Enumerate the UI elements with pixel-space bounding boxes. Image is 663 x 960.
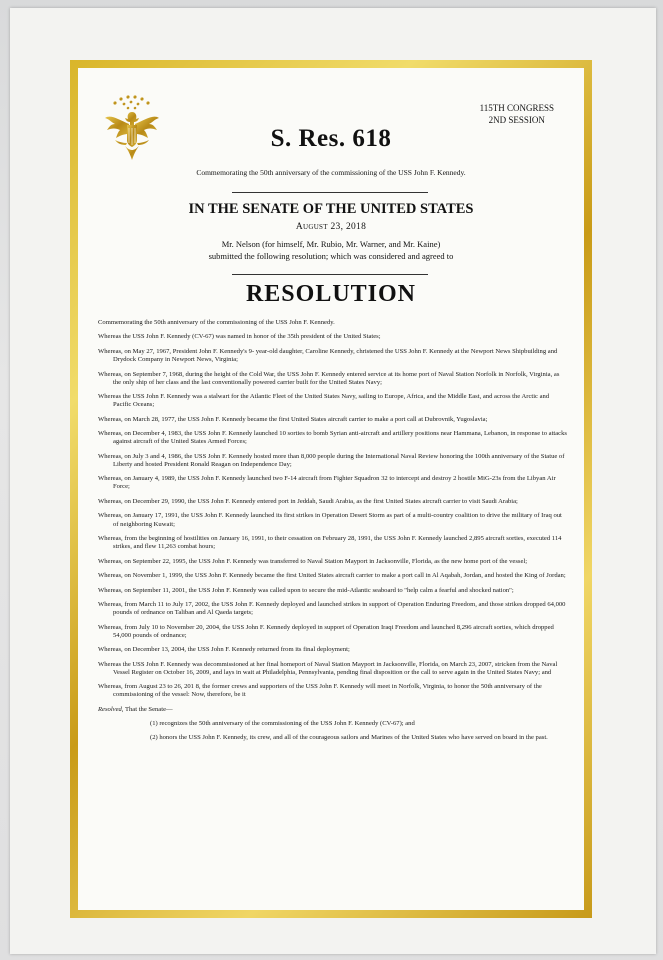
- whereas-clause: Whereas, from March 11 to July 17, 2002, the USS John F. Kennedy deployed and launched strikes in support of Operation Enduring Freedom, and those strikes dropped 64,000 pounds of ordnance on Taliban and Al Qaeda targets;: [98, 601, 566, 617]
- whereas-clause: Whereas, on January 4, 1989, the USS John F. Kennedy launched two F-14 aircraft from Fighter Squadron 32 to intercept and destroy 2 hostile MiG-23s from the Libyan Air Force;: [98, 475, 556, 491]
- session-number: 2ND SESSION: [488, 115, 545, 125]
- chamber-heading: IN THE SENATE OF THE UNITED STATES: [188, 201, 474, 217]
- resolved-item: (1) recognizes the 50th anniversary of the commissioning of the USS John F. Kennedy (CV-67); and: [150, 719, 415, 727]
- whereas-clause: Whereas the USS John F. Kennedy (CV-67) was named in honor of the 35th president of the United States;: [98, 333, 381, 341]
- resolved-item: (2) honors the USS John F. Kennedy, its crew, and all of the courageous sailors and Marines of the United States who have served on board in the past.: [150, 734, 548, 742]
- whereas-clause: Whereas, from August 23 to 26, 201 8, the former crews and supporters of the USS John F. Kennedy will meet in Norfolk, Virginia, to honor the 50th anniversary of the commissioning of the vessel: Now, therefore, be it: [98, 683, 542, 699]
- whereas-clause: Whereas, on September 11, 2001, the USS John F. Kennedy was called upon to secure the mid-Atlantic seaboard to "help calm a fearful and shocked nation";: [98, 586, 514, 594]
- document-page: [78, 68, 584, 910]
- whereas-clause: Whereas, on December 4, 1983, the USS John F. Kennedy launched 10 sorties to bomb Syrian anti-aircraft and artillery positions near Hammana, Lebanon, in response to attacks against aircraft of the United States Armed Forces;: [98, 430, 567, 446]
- sponsors-line: submitted the following resolution; which was considered and agreed to: [208, 251, 454, 261]
- resolved-text: That the Senate—: [123, 705, 173, 713]
- purpose-line: Commemorating the 50th anniversary of the commissioning of the USS John F. Kennedy.: [98, 319, 335, 326]
- sponsors-statement: [78, 238, 584, 262]
- whereas-clause: Whereas, on December 29, 1990, the USS John F. Kennedy entered port in Jeddah, Saudi Arabia, as the first United States aircraft carrier to visit Saudi Arabia;: [98, 497, 518, 505]
- whereas-clause: Whereas, on September 22, 1995, the USS John F. Kennedy was transferred to Naval Station Mayport in Jacksonville, Florida, as the new home port of the vessel;: [98, 557, 528, 565]
- bill-subtitle: Commemorating the 50th anniversary of the commissioning of the USS John F. Kennedy.: [196, 168, 466, 177]
- congress-number: 115TH CONGRESS: [479, 103, 554, 113]
- whereas-clause: Whereas, on January 17, 1991, the USS John F. Kennedy launched its first strikes in Operation Desert Storm as part of a multi-country coalition to drive the military of Iraq out of neighboring Kuwait;: [98, 512, 562, 528]
- divider: [232, 192, 428, 193]
- resolution-heading: RESOLUTION: [245, 281, 417, 307]
- whereas-clause: Whereas, on December 13, 2004, the USS John F. Kennedy returned from its final deployment;: [98, 646, 350, 654]
- resolution-body: [98, 319, 568, 749]
- whereas-clause: Whereas, on July 3 and 4, 1986, the USS John F. Kennedy hosted more than 8,000 people during the International Naval Review honoring the 100th anniversary of the Statue of Liberty and hosted President Ronald Reagan on Independence Day;: [98, 452, 565, 468]
- whereas-clause: Whereas the USS John F. Kennedy was decommissioned at her final homeport of Naval Station Mayport in Jacksonville, Florida, on March 23, 2007, stricken from the Naval Vessel Register on October 16, 2009, and lays in wait at Philadelphia, Pennsylvania, pending final disposition or the call to serve again in the United States Navy; and: [98, 660, 558, 676]
- sponsors-line: Mr. Nelson (for himself, Mr. Rubio, Mr. Warner, and Mr. Kaine): [221, 239, 441, 249]
- whereas-clause: Whereas, on November 1, 1999, the USS John F. Kennedy became the first United States aircraft carrier to make a port call in Al Aqabah, Jordan, and hosted the King of Jordan;: [98, 572, 566, 580]
- whereas-clause: Whereas the USS John F. Kennedy was a stalwart for the Atlantic Fleet of the United States Navy, sailing to Europe, Africa, and the Middle East, and across the Arctic and Pacific Oceans;: [98, 393, 550, 409]
- whereas-clause: Whereas, on September 7, 1968, during the height of the Cold War, the USS John F. Kennedy entered service at its home port of Naval Station Norfolk in Norfolk, Virginia, as the only ship of her class and the last conventionally powered carrier built for the United States Navy;: [98, 370, 560, 386]
- whereas-clause: Whereas, from July 10 to November 20, 2004, the USS John F. Kennedy deployed in support of Operation Iraqi Freedom and launched 8,296 aircraft sorties, which dropped 54,000 pounds of ordnance;: [98, 623, 554, 639]
- submission-date: August 23, 2018: [295, 222, 367, 232]
- congress-session-label: [480, 102, 554, 126]
- bill-number: S. Res. 618: [270, 125, 392, 152]
- resolved-label: Resolved,: [98, 705, 124, 713]
- resolved-clause: [98, 706, 568, 714]
- whereas-clause: Whereas, on March 28, 1977, the USS John F. Kennedy became the first United States aircraft carrier to make a port call at Dubrovnik, Yugoslavia;: [98, 415, 488, 423]
- whereas-clause: Whereas, from the beginning of hostilities on January 16, 1991, to their cessation on February 28, 1991, the USS John F. Kennedy launched 2,895 aircraft sorties, executed 114 strikes, and flew 11,263 combat hours;: [98, 534, 562, 551]
- divider: [232, 274, 428, 275]
- whereas-clause: Whereas, on May 27, 1967, President John F. Kennedy's 9- year-old daughter, Caroline Kennedy, christened the USS John F. Kennedy at the Newport News Shipbuilding and Drydock Company in Newport News, Virginia;: [98, 347, 558, 364]
